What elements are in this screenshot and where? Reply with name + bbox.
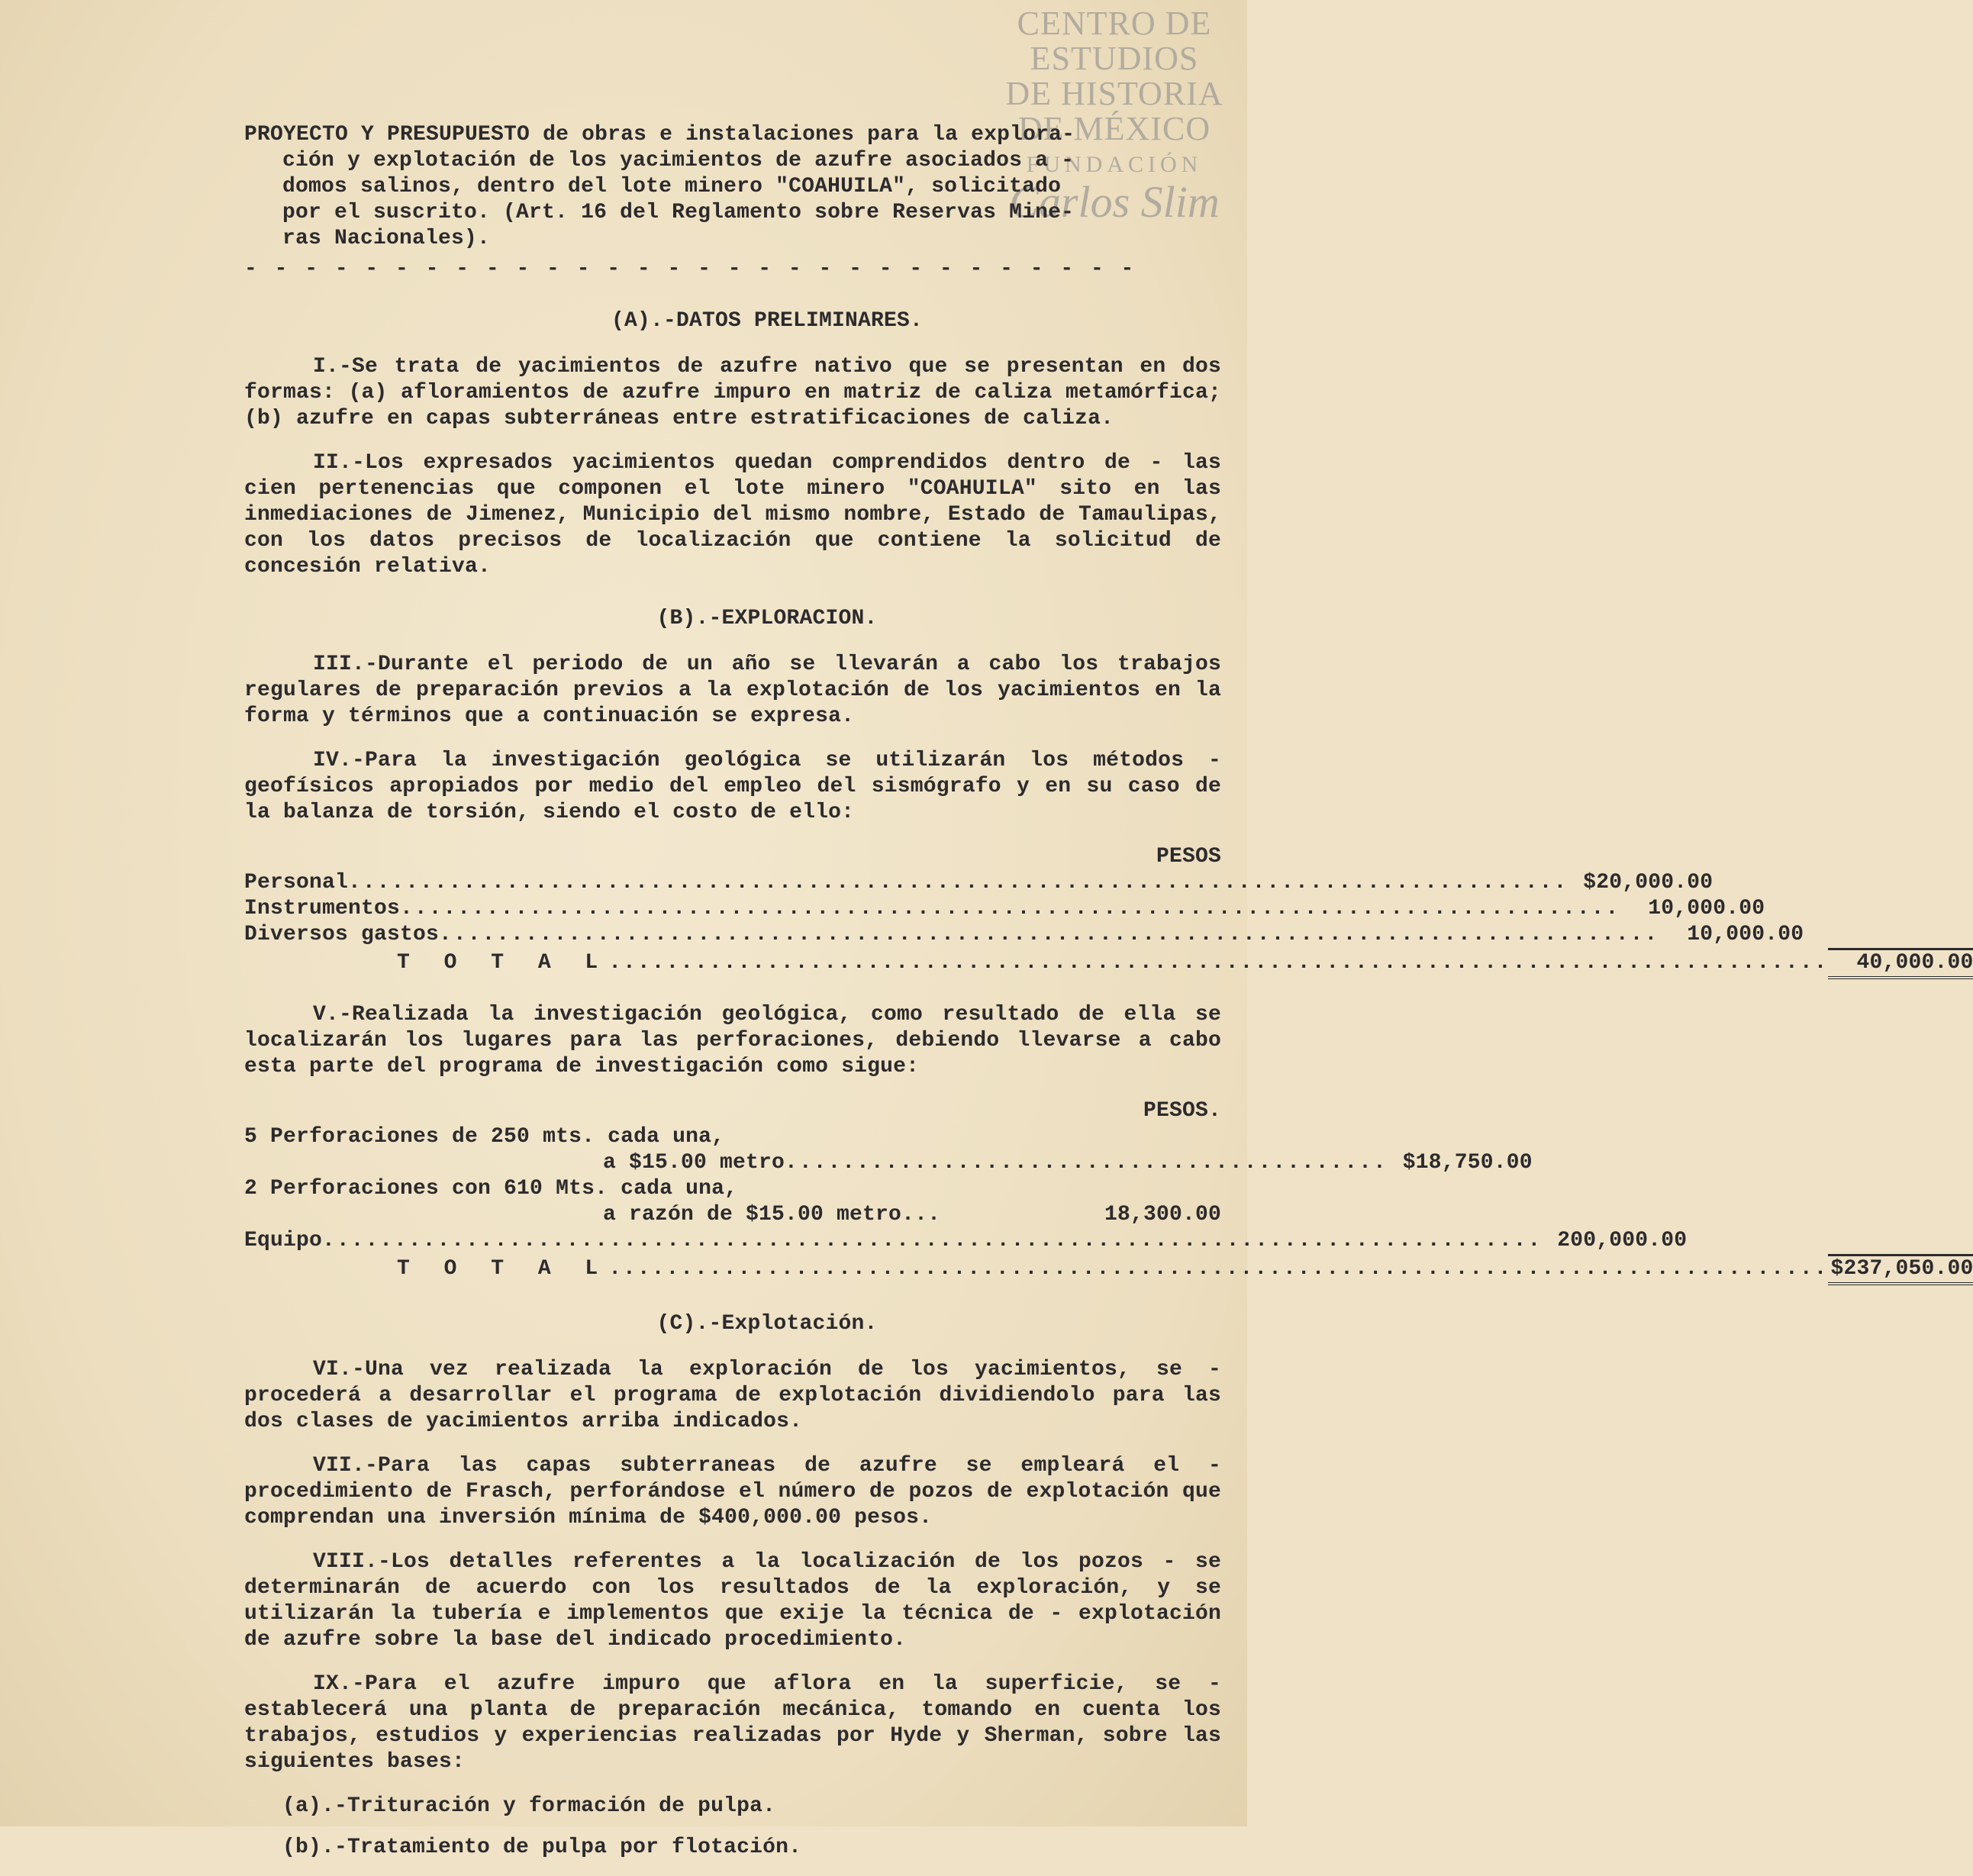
table-row xyxy=(244,870,1713,896)
total-amount: $237,050.00 xyxy=(1828,1254,1973,1285)
paragraph-v: V.-Realizada la investigación geológica, como resultado de ella se localizarán los lugares para las perforaciones, debiendo llevarse a cabo esta parte del programa de investigación como sigue: xyxy=(244,1003,1221,1078)
row-sublabel: a razón de $15.00 metro... xyxy=(603,1203,941,1226)
leader-dots: ..................................................................................... xyxy=(608,951,1829,975)
row-amount: 200,000.00 xyxy=(1557,1229,1688,1252)
currency-header: PESOS xyxy=(1156,845,1221,869)
table-row xyxy=(244,1124,1221,1150)
cost-table-drilling xyxy=(244,1098,1973,1285)
section-heading-c: (C).-Explotación. xyxy=(656,1312,878,1336)
leader-dots: ..................................................................................... xyxy=(348,871,1568,894)
row-sublabel: a $15.00 metro xyxy=(603,1151,785,1175)
total-label: T O T A L xyxy=(397,1257,609,1281)
table-row xyxy=(244,922,1804,948)
row-label: Personal xyxy=(244,871,349,894)
row-amount: 18,300.00 xyxy=(1104,1203,1221,1226)
total-amount: 40,000.00 xyxy=(1828,948,1973,979)
typed-document xyxy=(244,122,1973,1876)
document-title xyxy=(244,122,1221,252)
title-line: por el suscrito. (Art. 16 del Reglamento sobre Reservas Mine- xyxy=(282,201,1075,224)
leader-dots: .......................................... xyxy=(785,1151,1388,1175)
paragraph-iii: III.-Durante el periodo de un año se llevarán a cabo los trabajos regulares de preparación previos a la explotación de los yacimientos en la forma y términos que a continuación se expresa. xyxy=(244,653,1221,728)
title-line: ras Nacionales). xyxy=(282,227,491,250)
table-row xyxy=(244,1228,1688,1254)
cost-table-geology xyxy=(244,844,1973,979)
row-amount: $18,750.00 xyxy=(1402,1151,1533,1175)
row-label: Equipo xyxy=(244,1229,323,1252)
watermark-signature: Carlos Slim xyxy=(1009,177,1220,227)
list-item: (a).-Trituración y formación de pulpa. xyxy=(282,1794,776,1818)
bases-list xyxy=(244,1794,1221,1861)
title-line: PROYECTO Y PRESUPUESTO de obras e instalaciones para la explora- xyxy=(244,123,1075,147)
table-total-row xyxy=(244,948,1973,979)
title-line: ción y explotación de los yacimientos de azufre asociados a - xyxy=(282,149,1075,172)
row-label: Diversos gastos xyxy=(244,923,440,946)
table-row xyxy=(244,1176,1221,1202)
dashed-rule: - - - - - - - - - - - - - - - - - - - - - - - - - - - - - - xyxy=(244,257,1136,281)
paragraph-vi: VI.-Una vez realizada la exploración de los yacimientos, se - procederá a desarrollar el programa de explotación dividiendolo para las dos clases de yacimientos arriba indicados. xyxy=(244,1358,1221,1433)
table-row xyxy=(244,1202,1221,1228)
paragraph-i: I.-Se trata de yacimientos de azufre nativo que se presentan en dos formas: (a) afloramientos de azufre impuro en matriz de caliza metamórfica; (b) azufre en capas subterráneas entre estratificaciones de caliza. xyxy=(244,355,1221,430)
row-label: 5 Perforaciones de 250 mts. cada una, xyxy=(244,1125,725,1149)
section-heading-a: (A).-DATOS PRELIMINARES. xyxy=(611,309,924,333)
paragraph-iv: IV.-Para la investigación geológica se utilizarán los métodos - geofísicos apropiados por medio del empleo del sismógrafo y en su caso de la balanza de torsión, siendo el costo de ello: xyxy=(244,749,1221,824)
watermark-line: DE MÉXICO xyxy=(1017,110,1211,147)
row-amount: 10,000.00 xyxy=(1648,897,1765,920)
leader-dots: ..................................................................................... xyxy=(322,1229,1543,1252)
table-total-row xyxy=(244,1254,1973,1285)
title-line: domos salinos, dentro del lote minero "COAHUILA", solicitado xyxy=(282,175,1062,198)
watermark-line: DE HISTORIA xyxy=(1005,75,1223,112)
row-label: Instrumentos xyxy=(244,897,401,920)
watermark-line: CENTRO DE xyxy=(1017,5,1212,42)
paragraph-ix: IX.-Para el azufre impuro que aflora en la superficie, se - establecerá una planta de preparación mecánica, tomando en cuenta los trabajos, estudios y experiencias realizadas por Hyde y Sherman, sobre las siguientes bases: xyxy=(244,1672,1221,1774)
leader-dots: ..................................................................................... xyxy=(608,1257,1829,1281)
total-label: T O T A L xyxy=(397,951,609,975)
section-heading-b: (B).-EXPLORACION. xyxy=(656,607,878,630)
leader-dots: ..................................................................................... xyxy=(439,923,1659,946)
paragraph-viii: VIII.-Los detalles referentes a la localización de los pozos - se determinarán de acuerdo con los resultados de la exploración, y se utilizarán la tubería e implementos que exije la técnica de - explotación de azufre sobre la base del indicado procedimiento. xyxy=(244,1550,1221,1652)
paragraph-vii: VII.-Para las capas subterraneas de azufre se empleará el - procedimiento de Frasch, perforándose el número de pozos de explotación que comprendan una inversión mínima de $400,000.00 pesos. xyxy=(244,1454,1221,1529)
row-label: 2 Perforaciones con 610 Mts. cada una, xyxy=(244,1177,738,1201)
row-amount: $20,000.00 xyxy=(1583,871,1713,894)
table-row xyxy=(244,896,1765,922)
list-item: (b).-Tratamiento de pulpa por flotación. xyxy=(282,1836,802,1859)
currency-header: PESOS. xyxy=(1143,1099,1221,1123)
table-row xyxy=(244,1150,1533,1176)
watermark-fundacion: FUNDACIÓN xyxy=(1026,152,1203,177)
paragraph-ii: II.-Los expresados yacimientos quedan comprendidos dentro de - las cien pertenencias que componen el lote minero "COAHUILA" sito en las inmediaciones de Jimenez, Municipio del mismo nombre, Estado de Tamaulipas, con los datos precisos de localización que contiene la solicitud de concesión relativa. xyxy=(244,451,1221,579)
leader-dots: ..................................................................................... xyxy=(400,897,1620,920)
row-amount: 10,000.00 xyxy=(1687,923,1804,946)
watermark-line: ESTUDIOS xyxy=(1030,40,1199,77)
